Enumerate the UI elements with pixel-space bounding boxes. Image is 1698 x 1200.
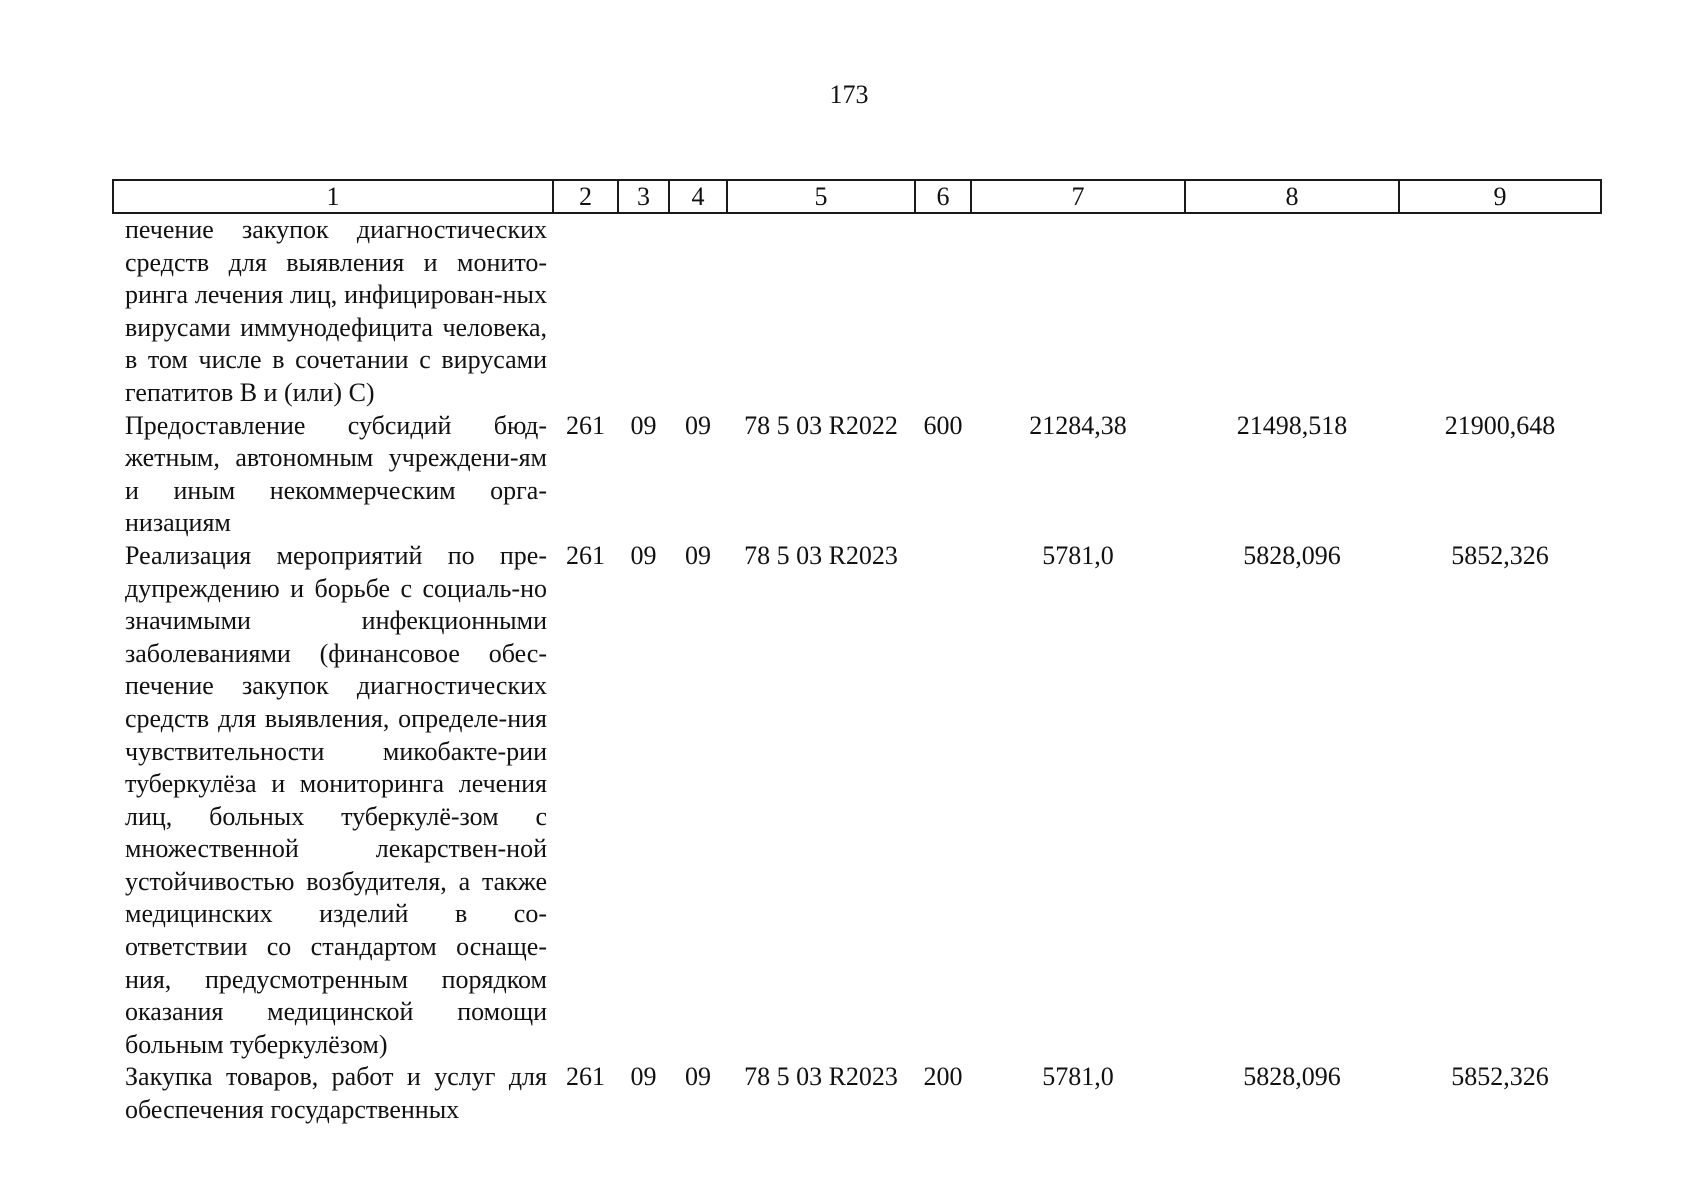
row-section-code: 09 xyxy=(630,1062,657,1092)
row-section-code: 09 xyxy=(630,540,657,570)
table-header-row xyxy=(113,180,1601,213)
column-header-9: 9 xyxy=(1399,180,1601,213)
column-header-4: 4 xyxy=(669,180,727,213)
page-number: 173 xyxy=(829,80,869,109)
column-header-5: 5 xyxy=(727,180,915,213)
row-expense-type xyxy=(915,213,971,410)
row-ministry-code: 261 xyxy=(566,540,605,570)
row-name: Закупка товаров, работ и услуг для обеспечения государственных xyxy=(125,1062,547,1125)
row-ministry-code: 261 xyxy=(566,410,605,440)
row-amount-year-3: 5852,326 xyxy=(1451,1062,1549,1092)
row-target-article: 78 5 03 R2022 xyxy=(744,410,898,440)
table-row xyxy=(113,410,1601,540)
column-header-3: 3 xyxy=(618,180,669,213)
row-subsection-code: 09 xyxy=(685,410,711,440)
row-amount-year-1: 21284,38 xyxy=(1029,410,1127,440)
row-amount-year-2: 5828,096 xyxy=(1243,540,1341,570)
row-name: печение закупок диагностических средств для выявления и монито-ринга лечения лиц, инфицирован-ных вирусами иммунодефицита человека, в том числе в сочетании с вирусами гепатитов В и (или) С) xyxy=(125,215,547,407)
row-name: Реализация мероприятий по пре-дупреждению и борьбе с социаль-но значимыми инфекционными заболеваниями (финансовое обес-печение закупок диагностических средств для выявления, определе-ния чувствительности микобакте-рии туберкулёза и мониторинга лечения лиц, больных туберкулё-зом с множественной лекарствен-ной устойчивостью возбудителя, а также медицинских изделий в со-ответствии со стандартом оснаще-ния, предусмотренным порядком оказания медицинской помощи больным туберкулёзом) xyxy=(125,540,547,1059)
column-header-6: 6 xyxy=(915,180,971,213)
row-amount-year-2 xyxy=(1185,213,1399,410)
row-amount-year-1: 5781,0 xyxy=(1042,540,1114,570)
table-row xyxy=(113,1061,1601,1126)
row-amount-year-3: 21900,648 xyxy=(1444,410,1556,440)
row-ministry-code xyxy=(553,213,618,410)
row-target-article: 78 5 03 R2023 xyxy=(744,1062,898,1092)
row-target-article: 78 5 03 R2023 xyxy=(744,540,898,570)
row-amount-year-2: 5828,096 xyxy=(1243,1062,1341,1092)
row-amount-year-1 xyxy=(971,213,1185,410)
row-target-article xyxy=(727,213,915,410)
column-header-8: 8 xyxy=(1185,180,1399,213)
row-subsection-code xyxy=(669,213,727,410)
row-amount-year-2: 21498,518 xyxy=(1236,410,1348,440)
row-expense-type: 600 xyxy=(923,410,963,440)
row-section-code xyxy=(618,213,669,410)
column-header-7: 7 xyxy=(971,180,1185,213)
row-section-code: 09 xyxy=(630,410,657,440)
row-amount-year-1: 5781,0 xyxy=(1042,1062,1114,1092)
row-expense-type: 200 xyxy=(923,1062,963,1092)
row-amount-year-3 xyxy=(1399,213,1601,410)
row-amount-year-3: 5852,326 xyxy=(1451,540,1549,570)
row-expense-type xyxy=(915,540,971,1062)
row-subsection-code: 09 xyxy=(685,540,711,570)
table-row xyxy=(113,540,1601,1062)
table-row xyxy=(113,213,1601,410)
column-header-1: 1 xyxy=(113,180,553,213)
budget-table-wrapper xyxy=(112,179,1600,1127)
column-header-2: 2 xyxy=(553,180,618,213)
row-ministry-code: 261 xyxy=(566,1062,605,1092)
row-name: Предоставление субсидий бюд-жетным, автономным учреждени-ям и иным некоммерческим орга-низациям xyxy=(125,410,547,538)
row-subsection-code: 09 xyxy=(685,1062,711,1092)
budget-table xyxy=(112,179,1602,1127)
